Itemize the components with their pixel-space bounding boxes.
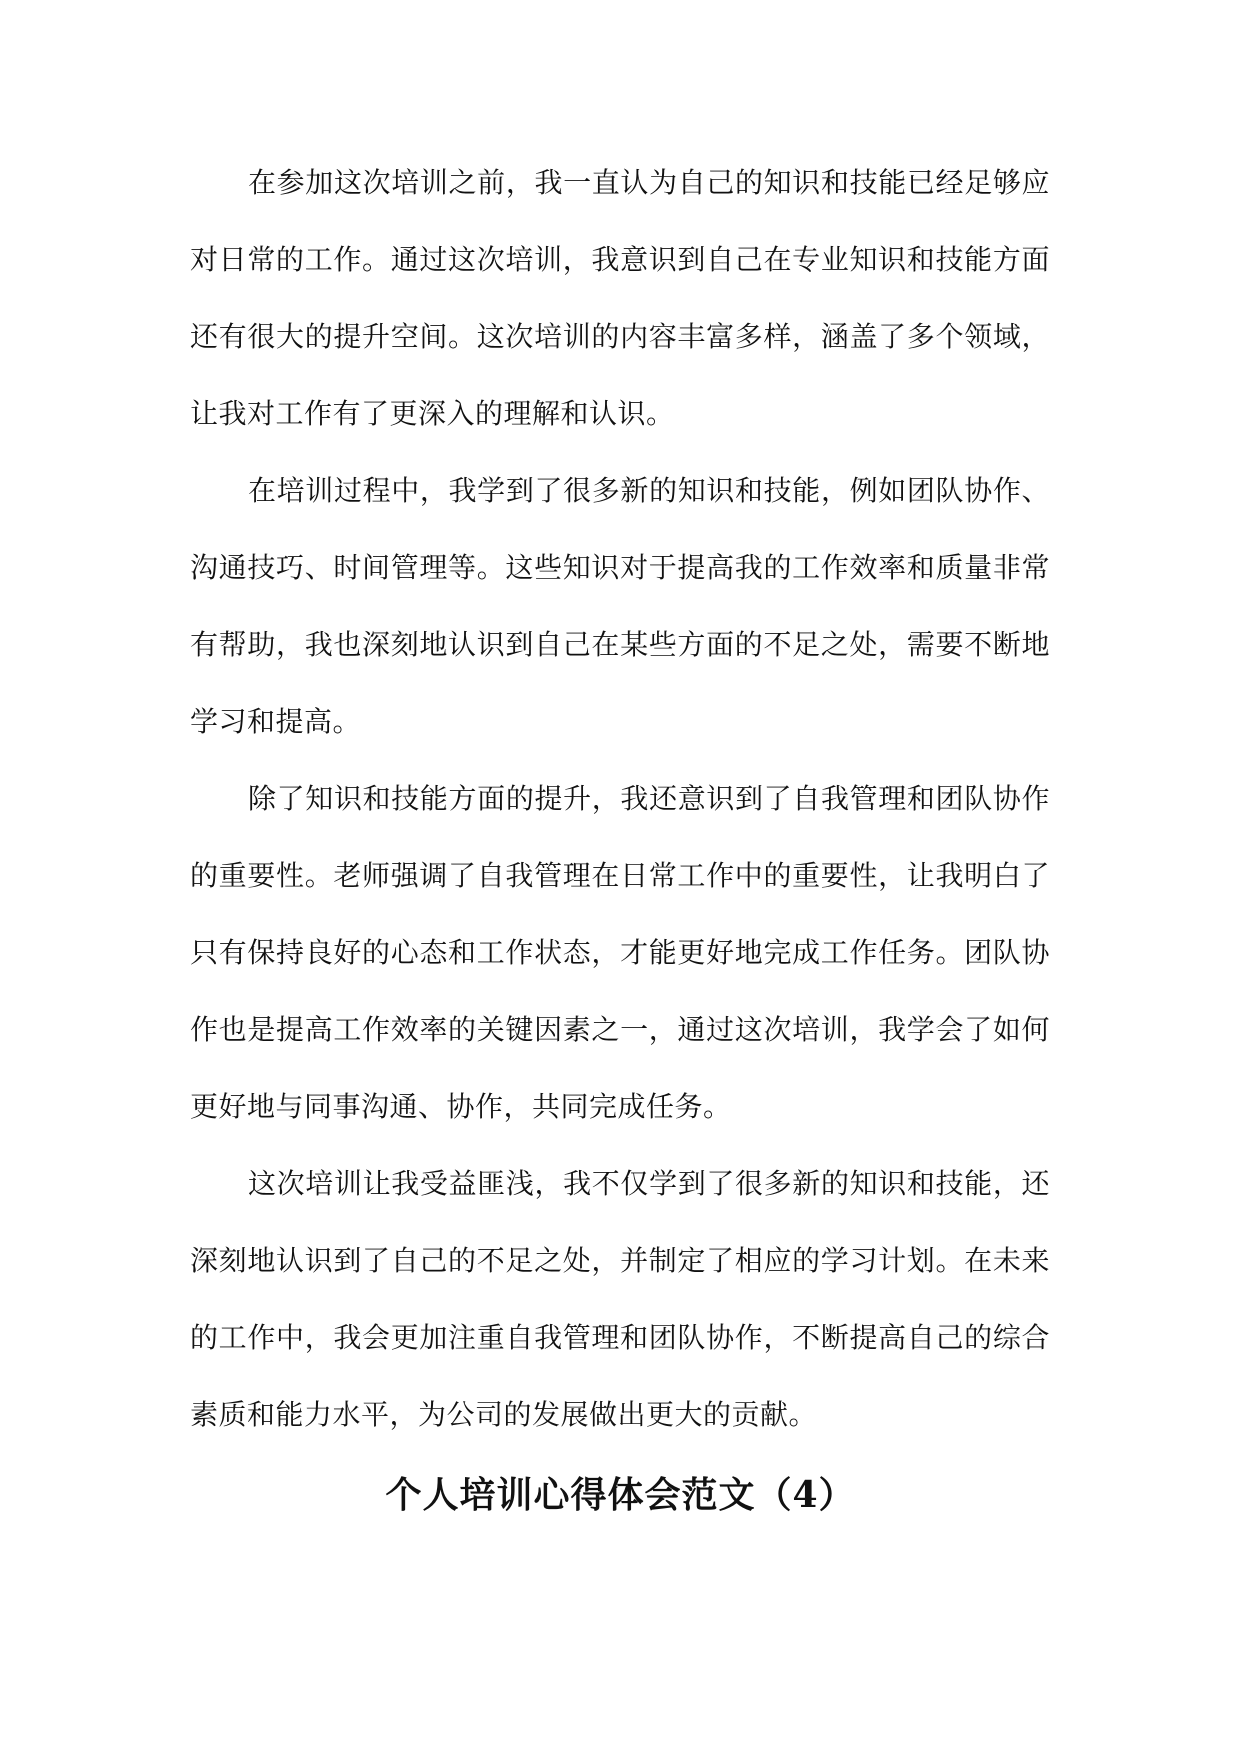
paragraph-1: 在参加这次培训之前，我一直认为自己的知识和技能已经足够应对日常的工作。通过这次培训，我意识到自己在专业知识和技能方面还有很大的提升空间。这次培训的内容丰富多样，涵盖了多个领域，让我对工作有了更深入的理解和认识。 <box>190 166 1050 430</box>
paragraph-3: 除了知识和技能方面的提升，我还意识到了自我管理和团队协作的重要性。老师强调了自我管理在日常工作中的重要性，让我明白了只有保持良好的心态和工作状态，才能更好地完成工作任务。团队协作也是提高工作效率的关键因素之一，通过这次培训，我学会了如何更好地与同事沟通、协作，共同完成任务。 <box>190 782 1050 1123</box>
paragraph-2: 在培训过程中，我学到了很多新的知识和技能，例如团队协作、沟通技巧、时间管理等。这些知识对于提高我的工作效率和质量非常有帮助，我也深刻地认识到自己在某些方面的不足之处，需要不断地学习和提高。 <box>190 474 1050 738</box>
paragraph-4: 这次培训让我受益匪浅，我不仅学到了很多新的知识和技能，还深刻地认识到了自己的不足之处，并制定了相应的学习计划。在未来的工作中，我会更加注重自我管理和团队协作，不断提高自己的综合素质和能力水平，为公司的发展做出更大的贡献。 <box>190 1167 1050 1431</box>
section-heading: 个人培训心得体会范文（4） <box>385 1474 856 1516</box>
document-body <box>190 144 1050 1453</box>
